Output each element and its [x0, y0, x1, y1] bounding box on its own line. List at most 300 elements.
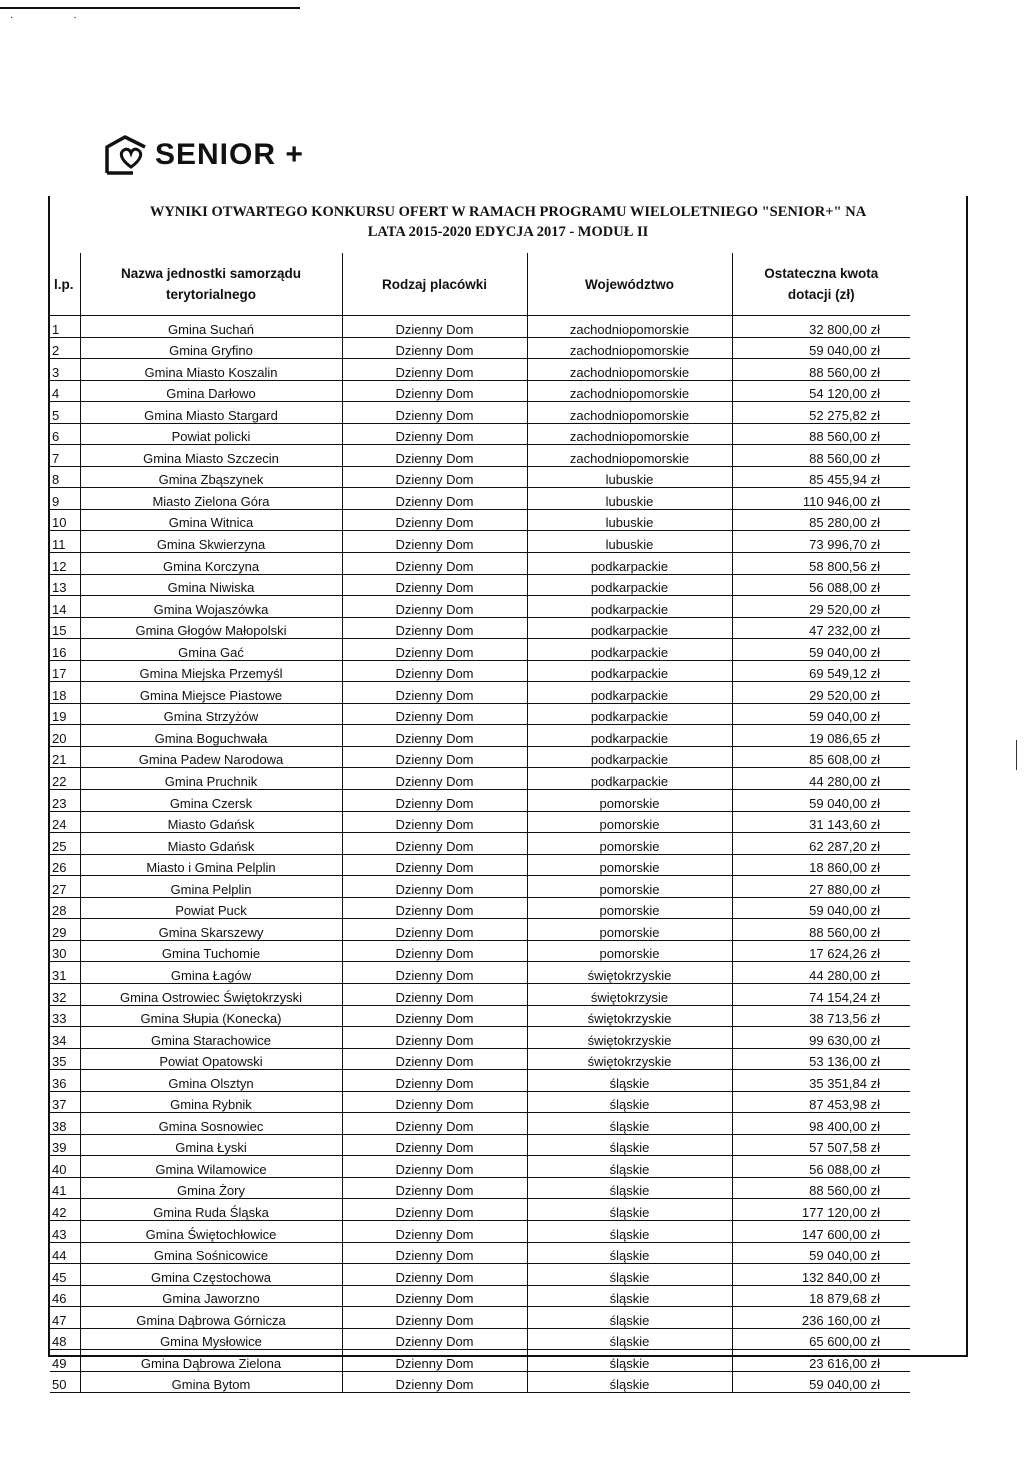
cell-amount: 47 232,00 zł — [732, 617, 910, 639]
cell-name: Gmina Sosnowiec — [80, 1113, 342, 1135]
cell-name: Gmina Łagów — [80, 962, 342, 984]
cell-lp: 3 — [50, 359, 80, 381]
cell-lp: 6 — [50, 423, 80, 445]
cell-lp: 28 — [50, 897, 80, 919]
table-row — [50, 1242, 910, 1264]
document-title — [48, 202, 968, 242]
cell-voivodeship: lubuskie — [527, 509, 732, 531]
cell-amount: 88 560,00 zł — [732, 359, 910, 381]
cell-amount: 88 560,00 zł — [732, 1177, 910, 1199]
table-row — [50, 402, 910, 424]
table-row — [50, 488, 910, 510]
cell-amount: 69 549,12 zł — [732, 660, 910, 682]
table-row — [50, 1350, 910, 1372]
table-row — [50, 639, 910, 661]
cell-type: Dzienny Dom — [342, 1328, 527, 1350]
cell-name: Miasto Zielona Góra — [80, 488, 342, 510]
cell-lp: 2 — [50, 337, 80, 359]
cell-voivodeship: podkarpackie — [527, 617, 732, 639]
table-row — [50, 940, 910, 962]
cell-amount: 59 040,00 zł — [732, 897, 910, 919]
cell-lp: 12 — [50, 553, 80, 575]
cell-name: Gmina Miejska Przemyśl — [80, 660, 342, 682]
cell-voivodeship: podkarpackie — [527, 703, 732, 725]
cell-voivodeship: śląskie — [527, 1156, 732, 1178]
cell-name: Gmina Skwierzyna — [80, 531, 342, 553]
table-row — [50, 316, 910, 338]
cell-lp: 27 — [50, 876, 80, 898]
cell-amount: 44 280,00 zł — [732, 962, 910, 984]
cell-type: Dzienny Dom — [342, 768, 527, 790]
cell-lp: 22 — [50, 768, 80, 790]
cell-type: Dzienny Dom — [342, 1091, 527, 1113]
table-row — [50, 1156, 910, 1178]
cell-amount: 18 879,68 zł — [732, 1285, 910, 1307]
table-row — [50, 553, 910, 575]
cell-name: Gmina Rybnik — [80, 1091, 342, 1113]
cell-voivodeship: pomorskie — [527, 940, 732, 962]
cell-lp: 31 — [50, 962, 80, 984]
cell-lp: 46 — [50, 1285, 80, 1307]
cell-amount: 54 120,00 zł — [732, 380, 910, 402]
cell-type: Dzienny Dom — [342, 488, 527, 510]
cell-voivodeship: śląskie — [527, 1328, 732, 1350]
table-row — [50, 1220, 910, 1242]
cell-lp: 25 — [50, 833, 80, 855]
cell-name: Gmina Boguchwała — [80, 725, 342, 747]
table-row — [50, 811, 910, 833]
cell-name: Gmina Pelplin — [80, 876, 342, 898]
cell-lp: 44 — [50, 1242, 80, 1264]
cell-type: Dzienny Dom — [342, 596, 527, 618]
cell-lp: 45 — [50, 1264, 80, 1286]
cell-voivodeship: pomorskie — [527, 811, 732, 833]
cell-type: Dzienny Dom — [342, 316, 527, 338]
cell-name: Gmina Mysłowice — [80, 1328, 342, 1350]
cell-type: Dzienny Dom — [342, 1220, 527, 1242]
cell-amount: 236 160,00 zł — [732, 1307, 910, 1329]
table-row — [50, 1307, 910, 1329]
cell-type: Dzienny Dom — [342, 380, 527, 402]
cell-name: Gmina Ruda Śląska — [80, 1199, 342, 1221]
cell-voivodeship: śląskie — [527, 1113, 732, 1135]
cell-lp: 50 — [50, 1371, 80, 1393]
cell-lp: 1 — [50, 316, 80, 338]
cell-type: Dzienny Dom — [342, 1048, 527, 1070]
cell-name: Gmina Wojaszówka — [80, 596, 342, 618]
logo-text: SENIOR + — [155, 138, 304, 171]
cell-voivodeship: lubuskie — [527, 488, 732, 510]
cell-type: Dzienny Dom — [342, 639, 527, 661]
cell-amount: 17 624,26 zł — [732, 940, 910, 962]
cell-lp: 38 — [50, 1113, 80, 1135]
cell-name: Gmina Świętochłowice — [80, 1220, 342, 1242]
table-row — [50, 703, 910, 725]
cell-type: Dzienny Dom — [342, 876, 527, 898]
cell-type: Dzienny Dom — [342, 1113, 527, 1135]
cell-amount: 59 040,00 zł — [732, 703, 910, 725]
table-row — [50, 983, 910, 1005]
cell-type: Dzienny Dom — [342, 531, 527, 553]
cell-name: Gmina Witnica — [80, 509, 342, 531]
cell-type: Dzienny Dom — [342, 660, 527, 682]
cell-type: Dzienny Dom — [342, 811, 527, 833]
cell-name: Powiat policki — [80, 423, 342, 445]
cell-type: Dzienny Dom — [342, 833, 527, 855]
cell-name: Miasto Gdańsk — [80, 811, 342, 833]
cell-name: Gmina Dąbrowa Górnicza — [80, 1307, 342, 1329]
table-row — [50, 833, 910, 855]
cell-amount: 44 280,00 zł — [732, 768, 910, 790]
cell-voivodeship: podkarpackie — [527, 596, 732, 618]
cell-lp: 34 — [50, 1027, 80, 1049]
table-row — [50, 1177, 910, 1199]
cell-lp: 16 — [50, 639, 80, 661]
table-row — [50, 768, 910, 790]
table-row — [50, 1091, 910, 1113]
cell-name: Gmina Częstochowa — [80, 1264, 342, 1286]
table-row — [50, 337, 910, 359]
cell-type: Dzienny Dom — [342, 445, 527, 467]
cell-voivodeship: pomorskie — [527, 833, 732, 855]
cell-name: Gmina Darłowo — [80, 380, 342, 402]
cell-lp: 10 — [50, 509, 80, 531]
cell-voivodeship: śląskie — [527, 1091, 732, 1113]
cell-voivodeship: śląskie — [527, 1350, 732, 1372]
cell-type: Dzienny Dom — [342, 1177, 527, 1199]
table-row — [50, 1264, 910, 1286]
header-name — [80, 253, 342, 316]
scan-edge-mark — [1016, 740, 1017, 770]
cell-amount: 35 351,84 zł — [732, 1070, 910, 1092]
header-amount-line-1: Ostateczna kwota — [764, 266, 879, 281]
cell-voivodeship: podkarpackie — [527, 746, 732, 768]
cell-lp: 5 — [50, 402, 80, 424]
cell-lp: 40 — [50, 1156, 80, 1178]
table-row — [50, 962, 910, 984]
cell-voivodeship: świętokrzyskie — [527, 962, 732, 984]
cell-lp: 49 — [50, 1350, 80, 1372]
table-row — [50, 1199, 910, 1221]
cell-amount: 29 520,00 zł — [732, 682, 910, 704]
house-heart-icon — [103, 133, 151, 177]
header-type: Rodzaj placówki — [342, 253, 527, 316]
cell-type: Dzienny Dom — [342, 553, 527, 575]
cell-voivodeship: podkarpackie — [527, 768, 732, 790]
cell-name: Gmina Niwiska — [80, 574, 342, 596]
cell-lp: 30 — [50, 940, 80, 962]
cell-voivodeship: pomorskie — [527, 919, 732, 941]
header-name-line-1: Nazwa jednostki samorządu — [120, 266, 302, 281]
table-header-row — [50, 253, 910, 316]
table-row — [50, 596, 910, 618]
cell-name: Gmina Pruchnik — [80, 768, 342, 790]
table-row — [50, 445, 910, 467]
cell-type: Dzienny Dom — [342, 1134, 527, 1156]
cell-name: Gmina Miasto Koszalin — [80, 359, 342, 381]
scan-top-line — [0, 7, 300, 9]
cell-lp: 18 — [50, 682, 80, 704]
cell-name: Gmina Gryfino — [80, 337, 342, 359]
cell-lp: 17 — [50, 660, 80, 682]
cell-voivodeship: podkarpackie — [527, 682, 732, 704]
cell-voivodeship: zachodniopomorskie — [527, 402, 732, 424]
cell-name: Gmina Ostrowiec Świętokrzyski — [80, 983, 342, 1005]
cell-lp: 7 — [50, 445, 80, 467]
cell-amount: 74 154,24 zł — [732, 983, 910, 1005]
cell-type: Dzienny Dom — [342, 423, 527, 445]
cell-voivodeship: pomorskie — [527, 854, 732, 876]
cell-amount: 147 600,00 zł — [732, 1220, 910, 1242]
cell-name: Gmina Dąbrowa Zielona — [80, 1350, 342, 1372]
cell-name: Gmina Gać — [80, 639, 342, 661]
cell-type: Dzienny Dom — [342, 1350, 527, 1372]
cell-voivodeship: śląskie — [527, 1242, 732, 1264]
table-row — [50, 725, 910, 747]
cell-amount: 88 560,00 zł — [732, 919, 910, 941]
cell-lp: 21 — [50, 746, 80, 768]
cell-name: Gmina Korczyna — [80, 553, 342, 575]
cell-name: Gmina Starachowice — [80, 1027, 342, 1049]
cell-amount: 18 860,00 zł — [732, 854, 910, 876]
cell-name: Miasto Gdańsk — [80, 833, 342, 855]
cell-type: Dzienny Dom — [342, 725, 527, 747]
table-row — [50, 1134, 910, 1156]
cell-voivodeship: śląskie — [527, 1199, 732, 1221]
cell-amount: 87 453,98 zł — [732, 1091, 910, 1113]
table-row — [50, 574, 910, 596]
scan-specks: ·· — [10, 12, 137, 23]
cell-type: Dzienny Dom — [342, 1199, 527, 1221]
cell-type: Dzienny Dom — [342, 574, 527, 596]
cell-voivodeship: lubuskie — [527, 466, 732, 488]
table-row — [50, 617, 910, 639]
cell-type: Dzienny Dom — [342, 1070, 527, 1092]
cell-type: Dzienny Dom — [342, 1242, 527, 1264]
cell-lp: 36 — [50, 1070, 80, 1092]
cell-voivodeship: podkarpackie — [527, 725, 732, 747]
cell-voivodeship: lubuskie — [527, 531, 732, 553]
cell-voivodeship: śląskie — [527, 1307, 732, 1329]
cell-voivodeship: śląskie — [527, 1070, 732, 1092]
table-row — [50, 359, 910, 381]
cell-lp: 11 — [50, 531, 80, 553]
cell-type: Dzienny Dom — [342, 1264, 527, 1286]
cell-type: Dzienny Dom — [342, 1005, 527, 1027]
cell-voivodeship: świętokrzysie — [527, 983, 732, 1005]
title-line-1: WYNIKI OTWARTEGO KONKURSU OFERT W RAMACH PROGRAMU WIELOLETNIEGO "SENIOR+" NA — [149, 204, 867, 220]
cell-name: Gmina Sośnicowice — [80, 1242, 342, 1264]
cell-amount: 62 287,20 zł — [732, 833, 910, 855]
cell-name: Gmina Łyski — [80, 1134, 342, 1156]
header-lp: l.p. — [50, 253, 80, 316]
cell-lp: 14 — [50, 596, 80, 618]
table-row — [50, 1371, 910, 1393]
cell-voivodeship: podkarpackie — [527, 639, 732, 661]
cell-name: Gmina Słupia (Konecka) — [80, 1005, 342, 1027]
cell-lp: 48 — [50, 1328, 80, 1350]
cell-type: Dzienny Dom — [342, 983, 527, 1005]
cell-name: Gmina Suchań — [80, 316, 342, 338]
header-name-line-2: terytorialnego — [165, 287, 257, 302]
cell-voivodeship: podkarpackie — [527, 660, 732, 682]
table-row — [50, 1048, 910, 1070]
table-row — [50, 1027, 910, 1049]
table-row — [50, 509, 910, 531]
cell-type: Dzienny Dom — [342, 897, 527, 919]
cell-type: Dzienny Dom — [342, 940, 527, 962]
table-row — [50, 1005, 910, 1027]
cell-lp: 33 — [50, 1005, 80, 1027]
cell-lp: 29 — [50, 919, 80, 941]
cell-amount: 27 880,00 zł — [732, 876, 910, 898]
cell-amount: 19 086,65 zł — [732, 725, 910, 747]
cell-type: Dzienny Dom — [342, 746, 527, 768]
cell-amount: 98 400,00 zł — [732, 1113, 910, 1135]
cell-lp: 9 — [50, 488, 80, 510]
cell-type: Dzienny Dom — [342, 617, 527, 639]
cell-type: Dzienny Dom — [342, 919, 527, 941]
cell-amount: 85 608,00 zł — [732, 746, 910, 768]
table-row — [50, 790, 910, 812]
cell-amount: 23 616,00 zł — [732, 1350, 910, 1372]
cell-lp: 37 — [50, 1091, 80, 1113]
cell-voivodeship: zachodniopomorskie — [527, 316, 732, 338]
cell-name: Powiat Puck — [80, 897, 342, 919]
title-line-2: LATA 2015-2020 EDYCJA 2017 - MODUŁ II — [367, 224, 649, 240]
table-row — [50, 1328, 910, 1350]
cell-amount: 132 840,00 zł — [732, 1264, 910, 1286]
cell-voivodeship: pomorskie — [527, 876, 732, 898]
cell-voivodeship: śląskie — [527, 1264, 732, 1286]
cell-amount: 88 560,00 zł — [732, 423, 910, 445]
cell-lp: 13 — [50, 574, 80, 596]
cell-type: Dzienny Dom — [342, 1307, 527, 1329]
cell-lp: 39 — [50, 1134, 80, 1156]
cell-lp: 42 — [50, 1199, 80, 1221]
cell-name: Gmina Olsztyn — [80, 1070, 342, 1092]
cell-voivodeship: zachodniopomorskie — [527, 445, 732, 467]
cell-name: Gmina Żory — [80, 1177, 342, 1199]
cell-amount: 85 455,94 zł — [732, 466, 910, 488]
cell-amount: 177 120,00 zł — [732, 1199, 910, 1221]
cell-amount: 32 800,00 zł — [732, 316, 910, 338]
cell-name: Gmina Głogów Małopolski — [80, 617, 342, 639]
table-row — [50, 1070, 910, 1092]
header-amount — [732, 253, 910, 316]
cell-lp: 47 — [50, 1307, 80, 1329]
table-row — [50, 1285, 910, 1307]
cell-type: Dzienny Dom — [342, 854, 527, 876]
cell-amount: 57 507,58 zł — [732, 1134, 910, 1156]
cell-voivodeship: podkarpackie — [527, 553, 732, 575]
cell-amount: 110 946,00 zł — [732, 488, 910, 510]
cell-type: Dzienny Dom — [342, 402, 527, 424]
cell-type: Dzienny Dom — [342, 682, 527, 704]
cell-amount: 65 600,00 zł — [732, 1328, 910, 1350]
cell-amount: 59 040,00 zł — [732, 790, 910, 812]
cell-voivodeship: zachodniopomorskie — [527, 423, 732, 445]
cell-amount: 53 136,00 zł — [732, 1048, 910, 1070]
cell-type: Dzienny Dom — [342, 1156, 527, 1178]
cell-amount: 38 713,56 zł — [732, 1005, 910, 1027]
table-row — [50, 919, 910, 941]
table-row — [50, 466, 910, 488]
cell-type: Dzienny Dom — [342, 962, 527, 984]
cell-name: Gmina Jaworzno — [80, 1285, 342, 1307]
cell-type: Dzienny Dom — [342, 337, 527, 359]
cell-voivodeship: śląskie — [527, 1177, 732, 1199]
table-row — [50, 531, 910, 553]
cell-voivodeship: świętokrzyskie — [527, 1005, 732, 1027]
cell-amount: 58 800,56 zł — [732, 553, 910, 575]
header-amount-line-2: dotacji (zł) — [787, 287, 855, 302]
header-voivodeship: Województwo — [527, 253, 732, 316]
table-row — [50, 854, 910, 876]
cell-voivodeship: śląskie — [527, 1371, 732, 1393]
cell-amount: 31 143,60 zł — [732, 811, 910, 833]
cell-lp: 23 — [50, 790, 80, 812]
cell-voivodeship: podkarpackie — [527, 574, 732, 596]
cell-name: Gmina Bytom — [80, 1371, 342, 1393]
cell-lp: 20 — [50, 725, 80, 747]
cell-amount: 99 630,00 zł — [732, 1027, 910, 1049]
cell-name: Gmina Miejsce Piastowe — [80, 682, 342, 704]
cell-amount: 73 996,70 zł — [732, 531, 910, 553]
cell-name: Powiat Opatowski — [80, 1048, 342, 1070]
cell-amount: 59 040,00 zł — [732, 1371, 910, 1393]
cell-amount: 59 040,00 zł — [732, 639, 910, 661]
cell-lp: 26 — [50, 854, 80, 876]
cell-amount: 59 040,00 zł — [732, 337, 910, 359]
cell-amount: 56 088,00 zł — [732, 1156, 910, 1178]
table-row — [50, 1113, 910, 1135]
cell-voivodeship: zachodniopomorskie — [527, 337, 732, 359]
cell-name: Gmina Strzyżów — [80, 703, 342, 725]
table-row — [50, 746, 910, 768]
cell-lp: 43 — [50, 1220, 80, 1242]
cell-voivodeship: świętokrzyskie — [527, 1048, 732, 1070]
cell-name: Miasto i Gmina Pelplin — [80, 854, 342, 876]
cell-amount: 59 040,00 zł — [732, 1242, 910, 1264]
cell-name: Gmina Miasto Szczecin — [80, 445, 342, 467]
cell-lp: 24 — [50, 811, 80, 833]
table-row — [50, 660, 910, 682]
cell-lp: 4 — [50, 380, 80, 402]
cell-name: Gmina Wilamowice — [80, 1156, 342, 1178]
table-row — [50, 380, 910, 402]
cell-type: Dzienny Dom — [342, 1027, 527, 1049]
cell-lp: 8 — [50, 466, 80, 488]
cell-voivodeship: śląskie — [527, 1134, 732, 1156]
table-row — [50, 897, 910, 919]
cell-name: Gmina Tuchomie — [80, 940, 342, 962]
cell-type: Dzienny Dom — [342, 703, 527, 725]
table-row — [50, 682, 910, 704]
cell-amount: 85 280,00 zł — [732, 509, 910, 531]
cell-voivodeship: świętokrzyskie — [527, 1027, 732, 1049]
cell-lp: 19 — [50, 703, 80, 725]
cell-type: Dzienny Dom — [342, 1285, 527, 1307]
cell-voivodeship: śląskie — [527, 1220, 732, 1242]
cell-voivodeship: zachodniopomorskie — [527, 380, 732, 402]
cell-name: Gmina Skarszewy — [80, 919, 342, 941]
table-body — [50, 316, 910, 1393]
cell-voivodeship: zachodniopomorskie — [527, 359, 732, 381]
cell-name: Gmina Padew Narodowa — [80, 746, 342, 768]
cell-name: Gmina Zbąszynek — [80, 466, 342, 488]
cell-amount: 56 088,00 zł — [732, 574, 910, 596]
